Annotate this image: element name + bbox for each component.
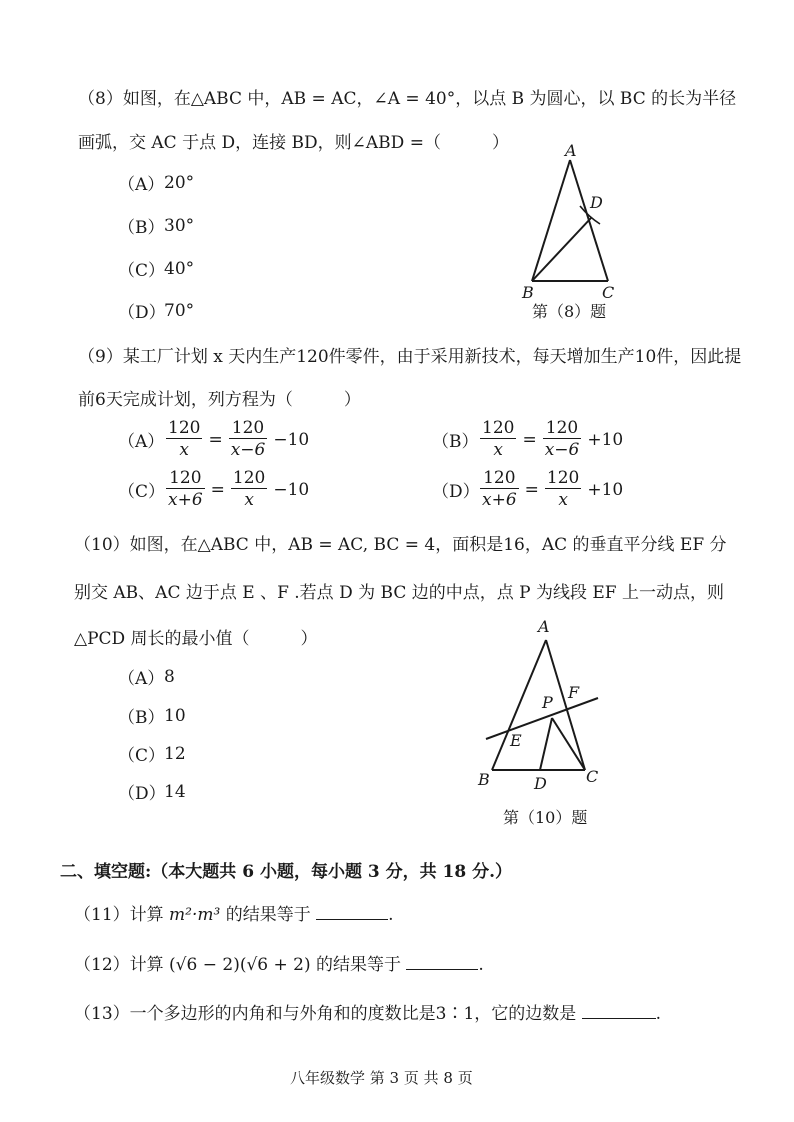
label-f: F <box>568 683 580 702</box>
q10-figure-caption: 第（10）题 <box>503 808 588 827</box>
label-d: D <box>590 193 603 212</box>
label-a: A <box>538 617 550 636</box>
q9-option-c[interactable] <box>118 468 309 511</box>
q9-line2: 前6天完成计划，列方程为（ ） <box>78 390 361 410</box>
right-fraction <box>545 468 581 511</box>
q9-option-b[interactable] <box>432 418 623 461</box>
option-label: （B） <box>432 432 479 452</box>
q12-expression: (√6 − 2)(√6 + 2) <box>169 955 311 975</box>
q10-line3: △PCD 周长的最小值（ ） <box>74 629 318 649</box>
q9-option-d[interactable] <box>432 468 623 511</box>
tail-term: +10 <box>587 429 624 450</box>
q11-answer-blank[interactable] <box>316 901 388 920</box>
tail-term: +10 <box>587 479 624 500</box>
segment-ab <box>492 640 546 770</box>
denominator: x <box>558 490 568 510</box>
q12-suffix: 的结果等于 <box>316 955 402 975</box>
tail-term: −10 <box>273 429 310 450</box>
q8-triangle-figure <box>510 138 640 303</box>
q11 <box>74 900 394 925</box>
q13-answer-blank[interactable] <box>582 1000 656 1019</box>
numerator: 120 <box>166 468 205 489</box>
right-fraction <box>229 418 268 461</box>
q12 <box>74 950 484 975</box>
left-fraction <box>480 418 516 461</box>
q13 <box>74 999 661 1024</box>
numerator: 120 <box>232 468 266 488</box>
option-label: （C） <box>118 482 166 502</box>
option-label: （D） <box>118 303 166 323</box>
left-fraction <box>166 418 202 461</box>
q10-option-c[interactable] <box>118 741 186 766</box>
right-fraction <box>231 468 267 511</box>
label-b: B <box>478 770 490 789</box>
q8-line2: 画弧，交 AC 于点 D，连接 BD，则∠ABD =（ ） <box>78 133 509 153</box>
label-c: C <box>602 283 615 302</box>
equals-sign: = <box>522 429 537 450</box>
segment-pc <box>552 718 585 770</box>
numerator: 120 <box>543 418 582 439</box>
q11-end: . <box>388 905 394 925</box>
option-text: 8 <box>164 666 175 687</box>
numerator: 120 <box>480 468 519 489</box>
option-text: 40° <box>164 258 195 279</box>
q10-line1: （10）如图，在△ABC 中，AB = AC, BC = 4，面积是16，AC 的垂直平分线 EF 分 <box>74 535 727 555</box>
denominator: x <box>179 440 190 460</box>
label-p: P <box>542 693 553 712</box>
q12-prefix: （12）计算 <box>74 955 164 975</box>
option-text: 30° <box>164 215 195 236</box>
denominator: x+6 <box>482 490 517 510</box>
equals-sign: = <box>524 479 539 500</box>
q10-option-a[interactable] <box>118 664 175 689</box>
right-fraction <box>543 418 582 461</box>
numerator: 120 <box>168 418 201 438</box>
option-text: 10 <box>164 705 186 726</box>
numerator: 120 <box>482 418 515 438</box>
left-fraction <box>480 468 519 511</box>
q11-suffix: 的结果等于 <box>225 905 311 925</box>
q13-end: . <box>655 1004 662 1024</box>
option-label: （A） <box>118 175 165 195</box>
option-text: 70° <box>164 300 195 321</box>
label-e: E <box>510 731 522 750</box>
q9-option-a[interactable] <box>118 418 309 461</box>
label-c: C <box>586 767 599 786</box>
left-fraction <box>166 468 205 511</box>
q12-answer-blank[interactable] <box>406 951 478 970</box>
q10-option-b[interactable] <box>118 703 186 728</box>
option-label: （B） <box>118 218 165 238</box>
option-text: 14 <box>164 781 186 802</box>
q12-end: . <box>478 955 484 975</box>
numerator: 120 <box>229 418 268 439</box>
label-d: D <box>534 774 547 793</box>
q11-expression: m²·m³ <box>169 905 221 925</box>
q8-option-b[interactable] <box>118 213 194 238</box>
label-b: B <box>522 283 534 302</box>
segment-pd <box>540 718 552 770</box>
option-label: （D） <box>118 784 166 804</box>
numerator: 120 <box>546 468 580 488</box>
option-label: （B） <box>118 708 165 728</box>
q8-option-d[interactable] <box>118 298 194 323</box>
option-label: （D） <box>432 482 480 502</box>
option-label: （A） <box>118 432 165 452</box>
q13-text: （13）一个多边形的内角和与外角和的度数比是3∶1，它的边数是 <box>74 1004 577 1024</box>
option-text: 20° <box>164 172 195 193</box>
q10-option-d[interactable] <box>118 779 186 804</box>
segment-ab <box>532 160 570 281</box>
option-label: （C） <box>118 261 166 281</box>
denominator: x−6 <box>230 440 266 460</box>
denominator: x+6 <box>168 490 203 510</box>
denominator: x−6 <box>544 440 580 460</box>
q9-line1: （9）某工厂计划 x 天内生产120件零件，由于采用新技术，每天增加生产10件，因此提 <box>78 347 742 367</box>
option-text: 12 <box>164 743 186 764</box>
denominator: x <box>493 440 504 460</box>
option-label: （A） <box>118 669 165 689</box>
option-label: （C） <box>118 746 166 766</box>
q8-option-a[interactable] <box>118 170 194 195</box>
equals-sign: = <box>208 429 223 450</box>
tail-term: −10 <box>273 479 310 500</box>
q10-triangle-figure <box>470 612 610 802</box>
page-footer: 八年级数学 第 3 页 共 8 页 <box>290 1069 473 1087</box>
q8-option-c[interactable] <box>118 256 194 281</box>
q11-prefix: （11）计算 <box>74 905 164 925</box>
section-heading: 二、填空题:（本大题共 6 小题，每小题 3 分，共 18 分.） <box>60 862 513 882</box>
equals-sign: = <box>210 479 225 500</box>
q8-figure-caption: 第（8）题 <box>532 302 607 321</box>
q8-line1: （8）如图，在△ABC 中，AB = AC，∠A = 40°，以点 B 为圆心，以 BC 的长为半径 <box>78 89 737 109</box>
denominator: x <box>244 490 254 510</box>
label-a: A <box>565 141 577 160</box>
q10-line2: 别交 AB、AC 边于点 E 、F .若点 D 为 BC 边的中点，点 P 为线段 EF 上一动点，则 <box>74 583 724 603</box>
